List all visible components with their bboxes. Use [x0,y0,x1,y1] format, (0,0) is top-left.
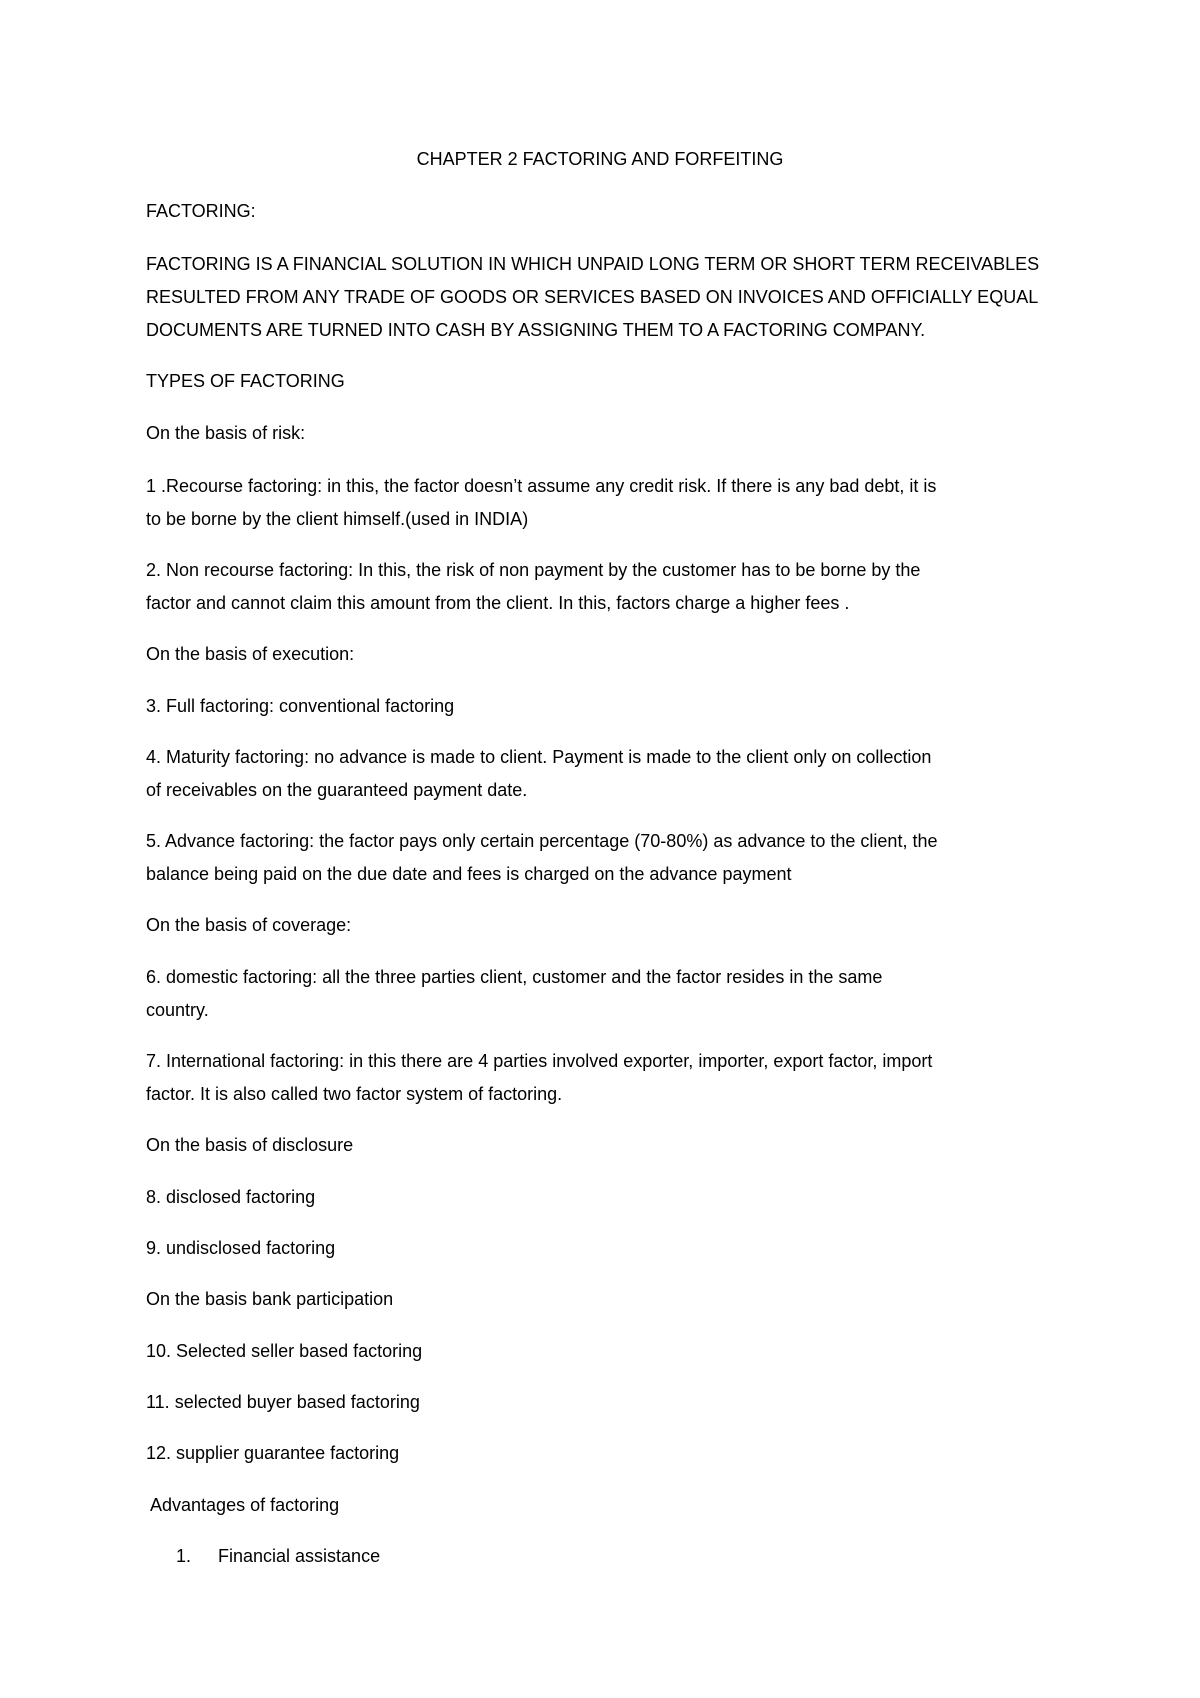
basis-bank-heading: On the basis bank participation [146,1289,394,1309]
list-item-number: 1. [176,1546,192,1566]
item-5-line-2: balance being paid on the due date and fees is charged on the advance payment [146,864,792,884]
item-9: 9. undisclosed factoring [146,1238,336,1258]
basis-coverage-heading: On the basis of coverage: [146,915,352,935]
item-11: 11. selected buyer based factoring [146,1392,420,1412]
item-2-line-2: factor and cannot claim this amount from the client. In this, factors charge a higher fees . [146,593,850,613]
item-4-line-2: of receivables on the guaranteed payment date. [146,780,528,800]
item-3: 3. Full factoring: conventional factoring [146,696,455,716]
section-heading-factoring: FACTORING: [146,201,256,221]
definition-line-2: RESULTED FROM ANY TRADE OF GOODS OR SERVICES BASED ON INVOICES AND OFFICIALLY EQUAL [146,287,1039,307]
item-7-line-1: 7. International factoring: in this there are 4 parties involved exporter, importer, export factor, import [146,1051,933,1071]
item-8: 8. disclosed factoring [146,1187,316,1207]
item-4-line-1: 4. Maturity factoring: no advance is made to client. Payment is made to the client only on collection [146,747,932,767]
item-12: 12. supplier guarantee factoring [146,1443,400,1463]
basis-risk-heading: On the basis of risk: [146,423,306,443]
item-1-line-1: 1 .Recourse factoring: in this, the factor doesn’t assume any credit risk. If there is any bad debt, it is [146,476,937,496]
basis-disclosure-heading: On the basis of disclosure [146,1135,354,1155]
item-7-line-2: factor. It is also called two factor system of factoring. [146,1084,563,1104]
definition-line-1: FACTORING IS A FINANCIAL SOLUTION IN WHICH UNPAID LONG TERM OR SHORT TERM RECEIVABLES [146,254,1040,274]
item-6-line-2: country. [146,1000,209,1020]
item-6-line-1: 6. domestic factoring: all the three parties client, customer and the factor resides in the same [146,967,883,987]
item-5-line-1: 5. Advance factoring: the factor pays only certain percentage (70-80%) as advance to the client, the [146,831,938,851]
list-item-text: Financial assistance [218,1546,381,1566]
basis-execution-heading: On the basis of execution: [146,644,355,664]
item-2-line-1: 2. Non recourse factoring: In this, the risk of non payment by the customer has to be borne by the [146,560,921,580]
advantages-heading: Advantages of factoring [146,1495,340,1515]
item-10: 10. Selected seller based factoring [146,1341,423,1361]
item-1-line-2: to be borne by the client himself.(used in INDIA) [146,509,529,529]
definition-line-3: DOCUMENTS ARE TURNED INTO CASH BY ASSIGNING THEM TO A FACTORING COMPANY. [146,320,926,340]
types-heading: TYPES OF FACTORING [146,371,345,391]
page-title: CHAPTER 2 FACTORING AND FORFEITING [416,149,784,169]
